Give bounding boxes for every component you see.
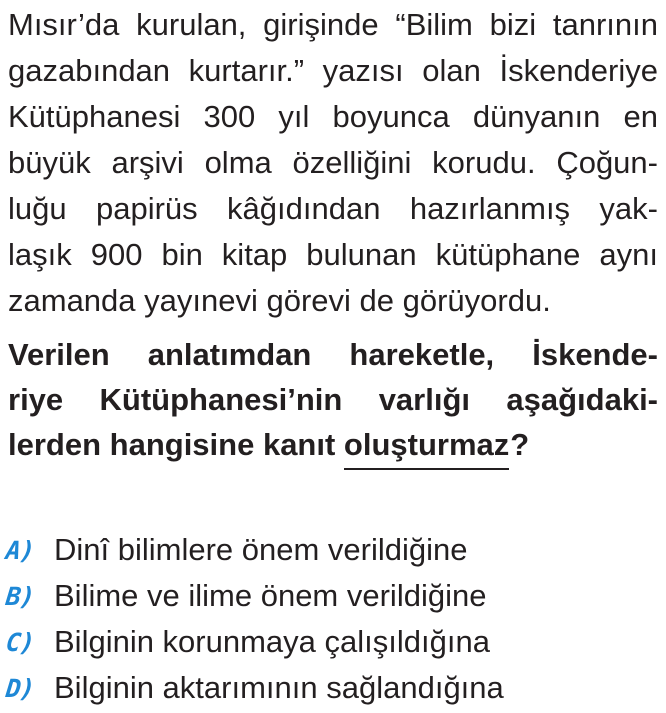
- option-letter: B): [4, 581, 36, 611]
- passage-line: laşık 900 bin kitap bulunan kütüphane aynı: [8, 237, 658, 272]
- option-letter: D): [4, 673, 36, 703]
- option-letter: C): [4, 627, 36, 657]
- option-letter: A): [4, 535, 36, 565]
- question-line: [8, 422, 658, 467]
- passage-line: büyük arşivi olma özelliğini korudu. Çoğun-: [8, 145, 658, 180]
- option-b[interactable]: [6, 573, 656, 619]
- question-passage: [8, 2, 658, 324]
- option-text: Bilginin aktarımının sağlandığına: [54, 670, 504, 705]
- passage-line: Kütüphanesi 300 yıl boyunca dünyanın en: [8, 99, 658, 134]
- option-d[interactable]: [6, 665, 656, 711]
- option-text: Bilime ve ilime önem verildiğine: [54, 578, 487, 613]
- negative-emphasis: oluşturmaz: [344, 426, 509, 470]
- passage-line: zamanda yayınevi görevi de görüyordu.: [8, 283, 551, 318]
- option-text: Bilginin korunmaya çalışıldığına: [54, 624, 490, 659]
- answer-options: [6, 527, 656, 711]
- question-stem: [8, 332, 658, 467]
- option-a[interactable]: [6, 527, 656, 573]
- option-text: Dinî bilimlere önem verildiğine: [54, 532, 468, 567]
- question-mark: ?: [510, 427, 530, 462]
- option-c[interactable]: [6, 619, 656, 665]
- question-line: riye Kütüphanesi’nin varlığı aşağıdaki-: [8, 382, 658, 417]
- passage-line: Mısır’da kurulan, girişinde “Bilim bizi tanrının: [8, 7, 658, 42]
- question-line-prefix: lerden hangisine kanıt: [8, 427, 344, 462]
- passage-line: gazabından kurtarır.” yazısı olan İskenderiye: [8, 53, 658, 88]
- passage-line: luğu papirüs kâğıdından hazırlanmış yak-: [8, 191, 658, 226]
- question-line: Verilen anlatımdan hareketle, İskende-: [8, 337, 658, 372]
